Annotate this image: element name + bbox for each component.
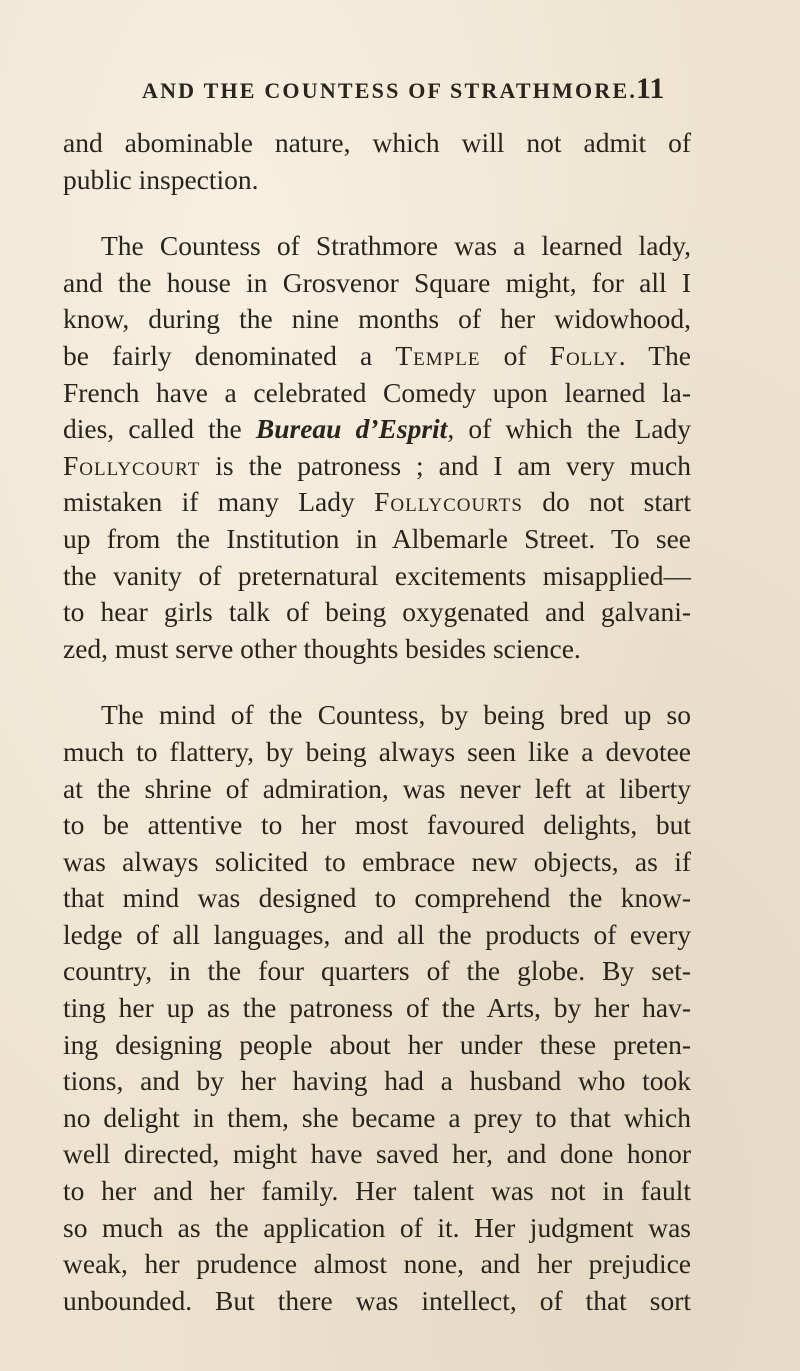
text-run: be fairly denominated a <box>63 339 396 371</box>
text-line: country, in the four quarters of the globe. By set- <box>63 955 691 987</box>
text-line: and the house in Grosvenor Square might, for all I <box>63 266 691 298</box>
text-run: mistaken if many Lady <box>63 486 375 518</box>
text-line: The Countess of Strathmore was a learned lady, <box>101 230 691 262</box>
text-line <box>63 411 691 448</box>
text-run: of <box>480 339 550 371</box>
text-line: unbounded. But there was intellect, of that sort <box>63 1284 691 1316</box>
text-line: zed, must serve other thoughts besides science. <box>63 632 581 664</box>
text-line: weak, her prudence almost none, and her prejudice <box>63 1248 691 1280</box>
italic-title: Bureau d’Esprit <box>255 413 448 445</box>
text-line: French have a celebrated Comedy upon learned la- <box>63 376 691 408</box>
text-line: up from the Institution in Albemarle Street. To see <box>63 522 691 554</box>
text-run: . The <box>618 339 691 371</box>
text-line: know, during the nine months of her widowhood, <box>63 303 691 335</box>
text-line: to hear girls talk of being oxygenated and galvani- <box>63 596 691 628</box>
body-text <box>63 125 691 1319</box>
running-head <box>0 72 800 108</box>
text-line: so much as the application of it. Her judgment was <box>63 1211 691 1243</box>
text-line: to her and her family. Her talent was not in fault <box>63 1175 691 1207</box>
text-line: ledge of all languages, and all the products of every <box>63 918 691 950</box>
page-number: 11 <box>636 72 665 105</box>
text-line: was always solicited to embrace new objects, as if <box>63 845 691 877</box>
text-line: ing designing people about her under these preten- <box>63 1028 691 1060</box>
small-caps-term: Follycourts <box>374 486 523 518</box>
text-line: the vanity of preternatural excitements misapplied— <box>63 559 691 591</box>
text-line: to be attentive to her most favoured delights, but <box>63 809 691 841</box>
text-line <box>63 448 691 485</box>
text-line: and abominable nature, which will not admit of <box>63 127 691 158</box>
text-line: that mind was designed to comprehend the know- <box>63 882 691 914</box>
text-line: public inspection. <box>63 163 259 195</box>
small-caps-term: Temple <box>395 339 481 371</box>
text-line: much to flattery, by being always seen like a devotee <box>63 735 691 767</box>
text-line <box>63 484 691 521</box>
paragraph-gap <box>63 667 691 697</box>
small-caps-term: Folly <box>549 339 619 371</box>
text-line: ting her up as the patroness of the Arts, by her hav- <box>63 992 691 1024</box>
paragraph-gap <box>63 198 691 228</box>
text-line: tions, and by her having had a husband who took <box>63 1065 691 1097</box>
text-line: well directed, might have saved her, and done honor <box>63 1138 691 1170</box>
text-run: , of which the Lady <box>447 413 692 445</box>
text-run: dies, called the <box>63 413 256 445</box>
small-caps-term: Follycourt <box>63 449 201 481</box>
running-title: AND THE COUNTESS OF STRATHMORE. <box>142 78 638 103</box>
text-line: at the shrine of admiration, was never left at liberty <box>63 772 691 804</box>
text-line: no delight in them, she became a prey to that which <box>63 1101 691 1133</box>
text-line <box>63 338 691 375</box>
text-run: do not start <box>522 486 691 518</box>
text-run: is the patroness ; and I am very much <box>200 449 691 481</box>
text-line: The mind of the Countess, by being bred up so <box>101 699 691 731</box>
